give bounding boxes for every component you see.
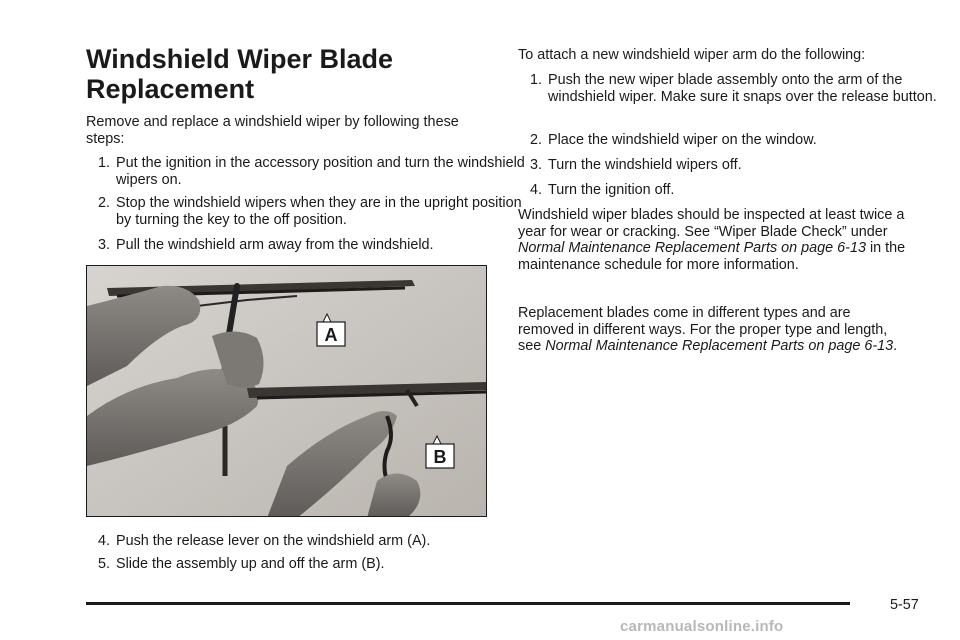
inspection-text-b: in the maintenance schedule for more information. xyxy=(518,240,906,273)
left-step-2 xyxy=(86,195,526,228)
inspection-paragraph xyxy=(518,207,908,273)
intro-paragraph: Remove and replace a windshield wiper by following these steps: xyxy=(86,114,459,147)
left-step-4 xyxy=(86,533,526,550)
replacement-paragraph xyxy=(518,305,908,355)
watermark: carmanualsonline.info xyxy=(620,618,784,635)
replacement-text-b: . xyxy=(893,338,898,354)
callout-b-label: B xyxy=(433,447,447,467)
right-step-2 xyxy=(518,132,948,149)
right-step-3 xyxy=(518,157,948,174)
wiper-blade-illustration xyxy=(86,265,487,517)
step-number: 3. xyxy=(98,237,111,253)
step-number: 3. xyxy=(530,157,543,173)
step-text: Stop the windshield wipers when they are in the upright position by turning the key to the off position. xyxy=(116,195,522,228)
maintenance-parts-link[interactable]: Normal Maintenance Replacement Parts on page 6-13 xyxy=(545,338,894,354)
left-step-5 xyxy=(86,556,526,573)
step-text: Turn the ignition off. xyxy=(548,182,675,198)
step-number: 1. xyxy=(530,72,543,88)
callout-a-label: A xyxy=(324,325,338,345)
footer-rule xyxy=(86,602,850,605)
maintenance-parts-link[interactable]: Normal Maintenance Replacement Parts on page 6-13 xyxy=(518,240,866,256)
left-step-1 xyxy=(86,155,526,188)
step-number: 5. xyxy=(98,556,111,572)
step-number: 1. xyxy=(98,155,111,171)
left-step-3 xyxy=(86,237,526,254)
step-number: 4. xyxy=(98,533,111,549)
step-number: 2. xyxy=(98,195,111,211)
page-title xyxy=(86,44,496,104)
step-text: Turn the windshield wipers off. xyxy=(548,157,742,173)
page-number: 5-57 xyxy=(890,597,919,613)
inspection-text-a: Windshield wiper blades should be inspected at least twice a year for wear or cracking. See “Wiper Blade Check” under xyxy=(518,207,905,240)
step-text: Push the new wiper blade assembly onto the arm of the windshield wiper. Make sure it snaps over the release button. xyxy=(548,72,937,105)
right-step-1 xyxy=(518,72,948,105)
right-step-4 xyxy=(518,182,948,199)
step-text: Slide the assembly up and off the arm (B). xyxy=(116,556,385,572)
step-number: 2. xyxy=(530,132,543,148)
attach-intro: To attach a new windshield wiper arm do the following: xyxy=(518,47,866,63)
title-line-1: Windshield Wiper Blade xyxy=(86,44,394,74)
step-text: Push the release lever on the windshield arm (A). xyxy=(116,533,431,549)
step-text: Place the windshield wiper on the window. xyxy=(548,132,817,148)
title-line-2: Replacement xyxy=(86,74,255,104)
wiper-removal-photo xyxy=(87,266,487,517)
step-number: 4. xyxy=(530,182,543,198)
step-text: Pull the windshield arm away from the windshield. xyxy=(116,237,434,253)
step-text: Put the ignition in the accessory position and turn the windshield wipers on. xyxy=(116,155,525,188)
replacement-text-a: Replacement blades come in different types and are removed in different ways. For the proper type and length, see xyxy=(518,305,888,354)
